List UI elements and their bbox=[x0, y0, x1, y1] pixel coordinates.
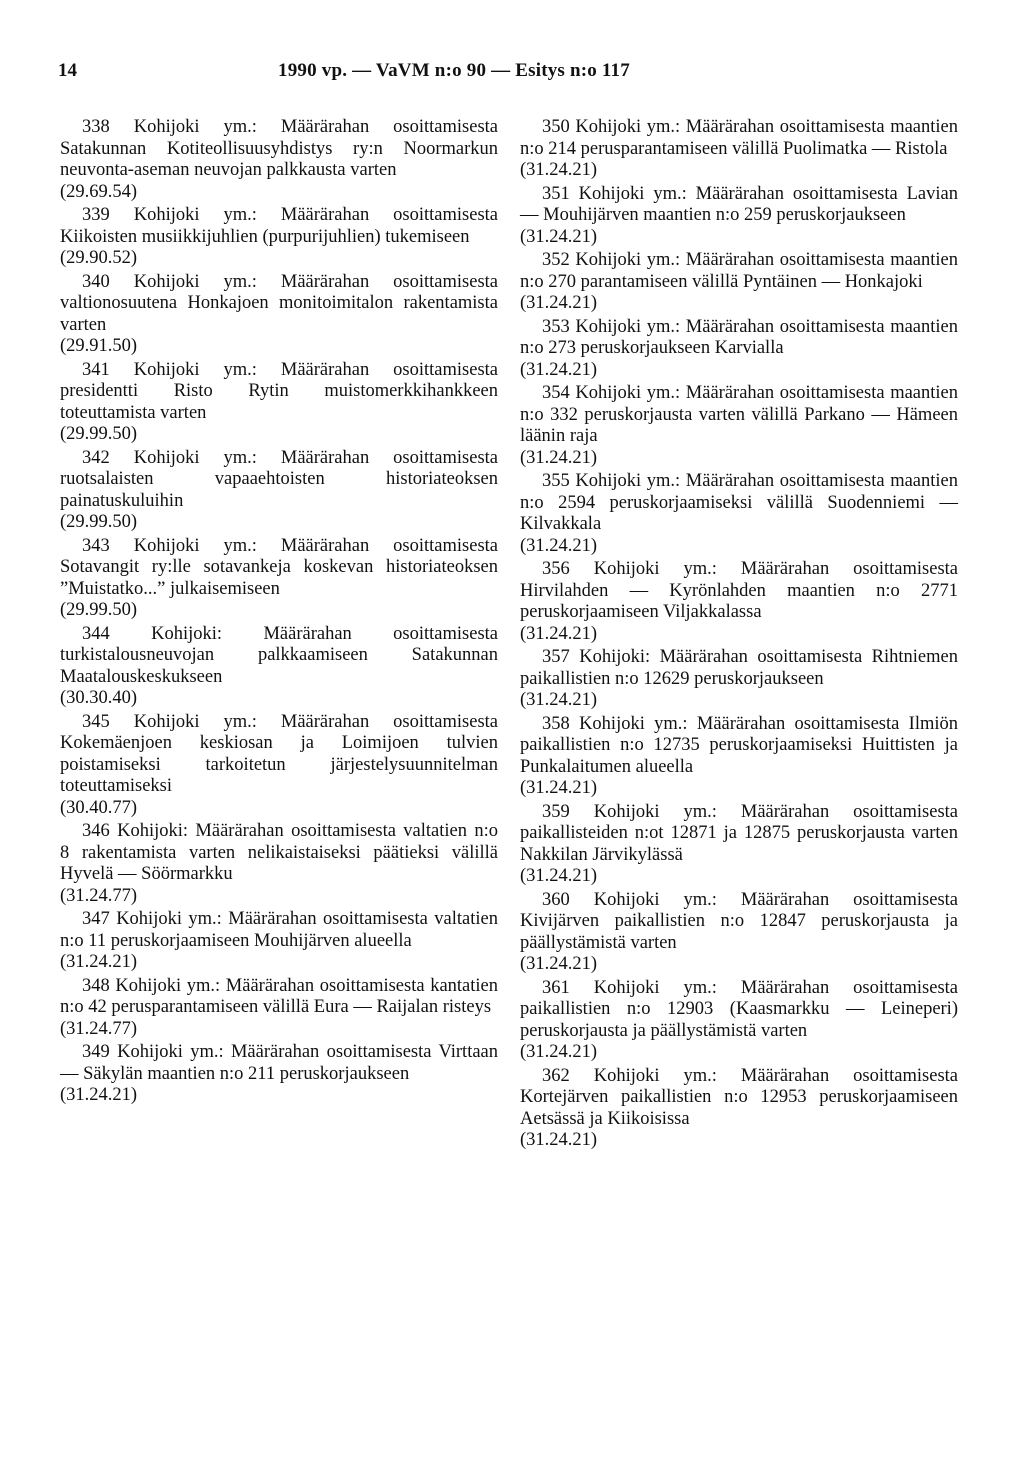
entry-code: (31.24.21) bbox=[520, 1042, 598, 1062]
list-item bbox=[520, 317, 958, 382]
entry-code: (29.99.50) bbox=[60, 424, 138, 444]
running-header: 1990 vp. — VaVM n:o 90 — Esitys n:o 117 bbox=[278, 60, 630, 81]
entry-text: 342 Kohijoki ym.: Määrärahan osoittamisesta ruotsalaisten vapaaehtoisten historiateoksen painatuskuluihin bbox=[60, 447, 498, 511]
entry-code: (30.40.77) bbox=[60, 797, 138, 818]
entry-code: (29.90.52) bbox=[60, 248, 138, 268]
list-item bbox=[520, 559, 958, 645]
list-item bbox=[60, 712, 498, 820]
list-item bbox=[60, 360, 498, 446]
entry-code: (31.24.21) bbox=[520, 954, 598, 974]
list-item bbox=[60, 448, 498, 534]
entry-text: 338 Kohijoki ym.: Määrärahan osoittamisesta Satakunnan Kotiteollisuusyhdistys ry:n Noormarkun neuvonta-aseman neuvojan palkkausta varten bbox=[60, 117, 498, 180]
entry-text: 353 Kohijoki ym.: Määrärahan osoittamisesta maantien n:o 273 peruskorjaukseen Karvialla bbox=[520, 316, 958, 358]
entry-code: (29.99.50) bbox=[60, 600, 138, 620]
list-item bbox=[60, 205, 498, 270]
list-item bbox=[60, 909, 498, 974]
entry-text: 351 Kohijoki ym.: Määrärahan osoittamisesta Lavian — Mouhijärven maantien n:o 259 peruskorjaukseen bbox=[520, 183, 958, 225]
list-item bbox=[60, 976, 498, 1041]
entry-code: (31.24.21) bbox=[520, 1130, 598, 1150]
entry-text: 347 Kohijoki ym.: Määrärahan osoittamisesta valtatien n:o 11 peruskorjaamiseen Mouhijärven alueella bbox=[60, 909, 498, 951]
entry-text: 360 Kohijoki ym.: Määrärahan osoittamisesta Kivijärven paikallistien n:o 12847 peruskorjausta ja päällystämistä varten bbox=[520, 889, 958, 953]
entry-code: (31.24.21) bbox=[60, 952, 138, 972]
list-item bbox=[520, 471, 958, 557]
entry-code: (31.24.21) bbox=[520, 359, 598, 380]
entry-code: (30.30.40) bbox=[60, 688, 138, 708]
entry-code: (31.24.21) bbox=[520, 447, 598, 468]
left-column bbox=[60, 117, 498, 1109]
entry-text: 352 Kohijoki ym.: Määrärahan osoittamisesta maantien n:o 270 parantamiseen välillä Pyntäinen — Honkajoki bbox=[520, 250, 958, 292]
list-item bbox=[520, 978, 958, 1064]
list-item bbox=[60, 624, 498, 710]
list-item bbox=[520, 383, 958, 469]
entry-text: 357 Kohijoki: Määrärahan osoittamisesta Rihtniemen paikallistien n:o 12629 peruskorjaukseen bbox=[520, 647, 958, 689]
entry-text: 362 Kohijoki ym.: Määrärahan osoittamisesta Kortejärven paikallistien n:o 12953 peruskorjaamiseen Aetsässä ja Kiikoisissa bbox=[520, 1065, 958, 1129]
list-item bbox=[520, 890, 958, 976]
list-item bbox=[520, 184, 958, 249]
page-number: 14 bbox=[58, 60, 77, 81]
list-item bbox=[60, 117, 498, 203]
list-item bbox=[60, 821, 498, 907]
entry-text: 359 Kohijoki ym.: Määrärahan osoittamisesta paikallisteiden n:ot 12871 ja 12875 peruskorjausta varten Nakkilan Järvikylässä bbox=[520, 801, 958, 865]
entry-code: (29.99.50) bbox=[60, 512, 138, 532]
entry-code: (29.69.54) bbox=[60, 181, 138, 202]
entry-text: 339 Kohijoki ym.: Määrärahan osoittamisesta Kiikoisten musiikkijuhlien (purpurijuhlien) tukemiseen bbox=[60, 205, 498, 247]
entry-code: (31.24.21) bbox=[520, 866, 598, 886]
list-item bbox=[60, 272, 498, 358]
list-item bbox=[520, 802, 958, 888]
entry-code: (31.24.21) bbox=[60, 1085, 138, 1105]
entry-text: 355 Kohijoki ym.: Määrärahan osoittamisesta maantien n:o 2594 peruskorjaamiseksi välillä Suodenniemi — Kilvakkala bbox=[520, 471, 958, 534]
list-item bbox=[520, 1066, 958, 1152]
entry-code: (31.24.21) bbox=[520, 778, 598, 798]
entry-text: 340 Kohijoki ym.: Määrärahan osoittamisesta valtionosuutena Honkajoen monitoimitalon rakentamista varten bbox=[60, 271, 498, 335]
entry-code: (31.24.21) bbox=[520, 535, 598, 556]
entry-code: (29.91.50) bbox=[60, 336, 138, 356]
list-item bbox=[60, 536, 498, 622]
list-item bbox=[60, 1042, 498, 1107]
entry-text: 341 Kohijoki ym.: Määrärahan osoittamisesta presidentti Risto Rytin muistomerkkihankkeen toteuttamista varten bbox=[60, 359, 498, 423]
right-column bbox=[520, 117, 958, 1154]
entry-text: 346 Kohijoki: Määrärahan osoittamisesta valtatien n:o 8 rakentamista varten nelikaistaiseksi päätieksi välillä Hyvelä — Söörmarkku bbox=[60, 821, 498, 884]
entry-text: 345 Kohijoki ym.: Määrärahan osoittamisesta Kokemäenjoen keskiosan ja Loimijoen tulvien poistamiseksi tarkoitetun järjestelysuunnitelman toteuttamiseksi bbox=[60, 711, 498, 796]
entry-text: 354 Kohijoki ym.: Määrärahan osoittamisesta maantien n:o 332 peruskorjausta varten välillä Parkano — Hämeen läänin raja bbox=[520, 383, 958, 446]
entry-code: (31.24.21) bbox=[520, 293, 598, 313]
list-item bbox=[520, 714, 958, 800]
entry-text: 361 Kohijoki ym.: Määrärahan osoittamisesta paikallistien n:o 12903 (Kaasmarkku — Leineperi) peruskorjausta ja päällystämistä varten bbox=[520, 977, 958, 1041]
entry-text: 348 Kohijoki ym.: Määrärahan osoittamisesta kantatien n:o 42 perusparantamiseen välillä Eura — Raijalan risteys bbox=[60, 975, 498, 1017]
entry-code: (31.24.21) bbox=[520, 623, 598, 644]
entry-code: (31.24.21) bbox=[520, 226, 598, 247]
entry-text: 358 Kohijoki ym.: Määrärahan osoittamisesta Ilmiön paikallistien n:o 12735 peruskorjaamiseksi Huittisten ja Punkalaitumen alueella bbox=[520, 713, 958, 777]
list-item bbox=[520, 647, 958, 712]
entry-text: 356 Kohijoki ym.: Määrärahan osoittamisesta Hirvilahden — Kyrönlahden maantien n:o 2771 peruskorjaamiseen Viljakkalassa bbox=[520, 559, 958, 622]
list-item bbox=[520, 250, 958, 315]
entry-text: 350 Kohijoki ym.: Määrärahan osoittamisesta maantien n:o 214 perusparantamiseen välillä Puolimatka — Ristola bbox=[520, 117, 958, 159]
entry-code: (31.24.21) bbox=[520, 690, 598, 710]
entry-code: (31.24.21) bbox=[520, 160, 598, 180]
entry-text: 344 Kohijoki: Määrärahan osoittamisesta turkistalousneuvojan palkkaamiseen Satakunnan Maatalouskeskukseen bbox=[60, 623, 498, 687]
entry-text: 343 Kohijoki ym.: Määrärahan osoittamisesta Sotavangit ry:lle sotavankeja koskevan historiateoksen ”Muistatko...” julkaisemiseen bbox=[60, 535, 498, 599]
entry-code: (31.24.77) bbox=[60, 1018, 138, 1039]
entry-code: (31.24.77) bbox=[60, 885, 138, 906]
list-item bbox=[520, 117, 958, 182]
entry-text: 349 Kohijoki ym.: Määrärahan osoittamisesta Virttaan — Säkylän maantien n:o 211 peruskorjaukseen bbox=[60, 1042, 498, 1084]
